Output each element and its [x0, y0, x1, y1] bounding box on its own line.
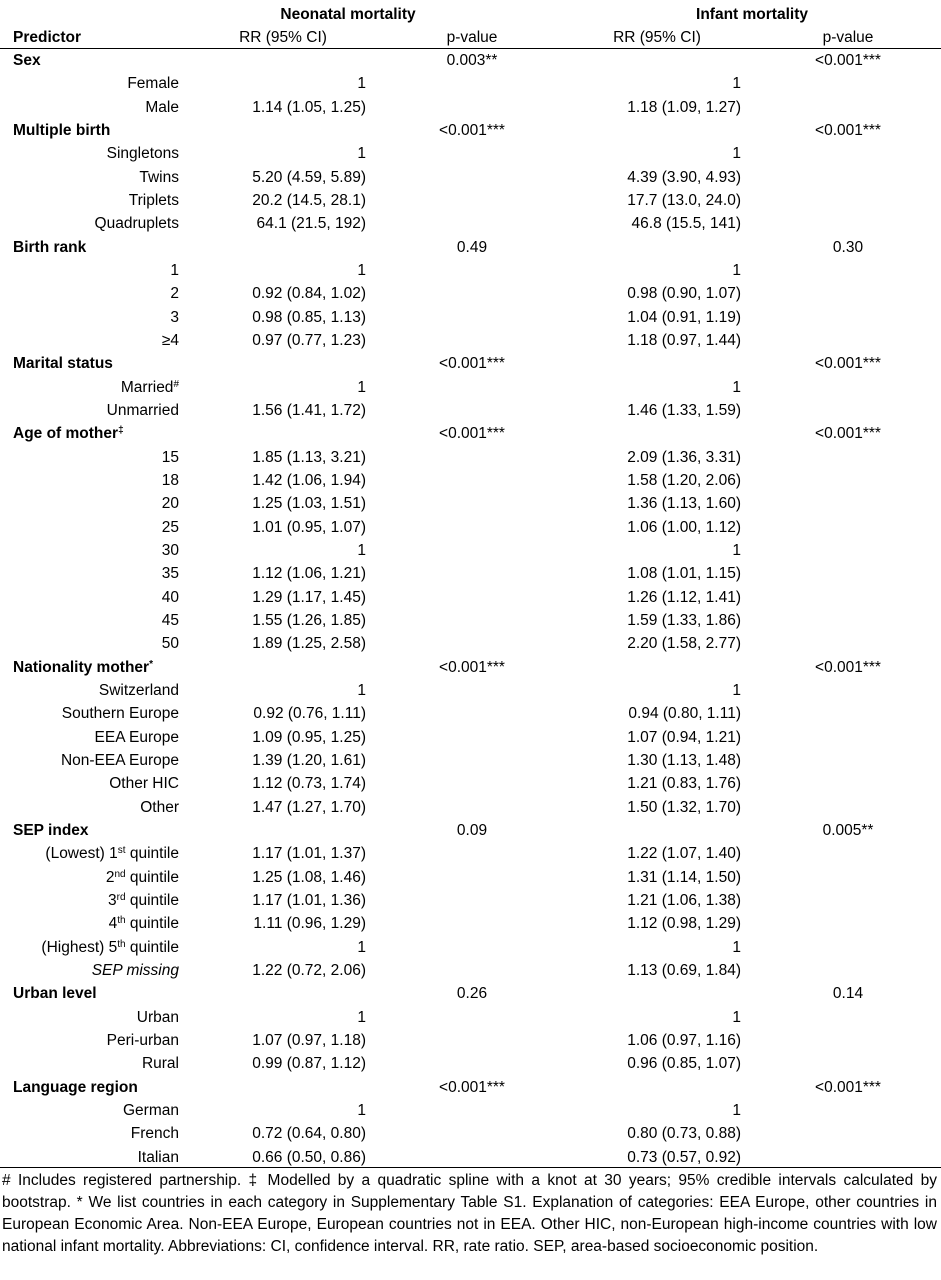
- predictor-header: Predictor: [13, 29, 82, 46]
- neonatal-rr: 1.25 (1.03, 1.51): [252, 495, 366, 513]
- neonatal-rr: 0.92 (0.76, 1.11): [253, 705, 366, 723]
- label-text: Triplets: [128, 191, 179, 209]
- table-row: [0, 632, 941, 655]
- table-row: [0, 842, 941, 865]
- label-text: Sex: [13, 52, 41, 69]
- level-label: [107, 142, 179, 165]
- neonatal-pvalue: <0.001***: [439, 355, 505, 373]
- level-label: [162, 562, 179, 585]
- table-row: [0, 936, 941, 959]
- label-text: 18: [161, 471, 179, 489]
- infant-mortality-header: Infant mortality: [696, 6, 808, 23]
- infant-rr: 4.39 (3.90, 4.93): [627, 168, 741, 186]
- label-text: Quadruplets: [94, 215, 179, 233]
- level-label: [162, 586, 179, 609]
- infant-rr: 1: [732, 681, 741, 699]
- infant-rr: 1: [732, 145, 741, 163]
- infant-rr: 1.46 (1.33, 1.59): [627, 401, 741, 419]
- label-suffix: quintile: [125, 845, 179, 863]
- infant-rr: 1.22 (1.07, 1.40): [627, 845, 741, 863]
- predictor-name: [13, 352, 113, 375]
- neonatal-rr: 1: [357, 145, 366, 163]
- predictor-group-row: [0, 982, 941, 1005]
- table-row: [0, 609, 941, 632]
- neonatal-rr: 1.01 (0.95, 1.07): [252, 518, 366, 536]
- level-label: [108, 889, 179, 912]
- label-suffix: quintile: [125, 868, 179, 886]
- table-row: [0, 516, 941, 539]
- infant-rr: 1: [732, 1101, 741, 1119]
- label-suffix: quintile: [125, 938, 179, 956]
- table-row: [0, 796, 941, 819]
- table-row: [0, 889, 941, 912]
- infant-rr: 1.07 (0.94, 1.21): [627, 728, 741, 746]
- table-row: [0, 912, 941, 935]
- label-superscript: ‡: [118, 425, 124, 437]
- level-label: [123, 1099, 179, 1122]
- label-text: 1: [170, 261, 179, 279]
- neonatal-rr: 1.17 (1.01, 1.36): [252, 891, 366, 909]
- neonatal-rr: 1: [357, 681, 366, 699]
- predictor-group-row: [0, 119, 941, 142]
- column-subheader: [0, 26, 941, 49]
- infant-pvalue: <0.001***: [815, 658, 881, 676]
- level-label: [138, 1146, 179, 1169]
- infant-rr: 1.21 (1.06, 1.38): [627, 891, 741, 909]
- level-label: [45, 842, 179, 865]
- predictor-name: [13, 119, 110, 142]
- label-text: Southern Europe: [61, 705, 179, 723]
- infant-rr: 0.98 (0.90, 1.07): [627, 285, 741, 303]
- label-text: Married: [120, 378, 174, 396]
- infant-rr: 1.59 (1.33, 1.86): [627, 611, 741, 629]
- neonatal-pvalue: 0.26: [456, 985, 488, 1003]
- neonatal-pvalue: <0.001***: [439, 425, 505, 443]
- table-row: [0, 492, 941, 515]
- neonatal-rr: 1: [357, 75, 366, 93]
- table-row: [0, 1052, 941, 1075]
- infant-rr: 1: [732, 938, 741, 956]
- infant-pvalue-header: p-value: [822, 29, 874, 46]
- table-row: [0, 72, 941, 95]
- infant-rr: 1.36 (1.13, 1.60): [627, 495, 741, 513]
- label-text: Marital status: [13, 355, 113, 373]
- infant-rr: 1.26 (1.12, 1.41): [627, 588, 741, 606]
- table-bottom-rule: [0, 1167, 941, 1168]
- label-text: Non-EEA Europe: [60, 751, 179, 769]
- label-text: Peri-urban: [106, 1031, 179, 1049]
- label-superscript: #: [173, 378, 179, 390]
- infant-rr: 2.09 (1.36, 3.31): [627, 448, 741, 466]
- level-label: [92, 959, 179, 982]
- level-label: [142, 1052, 179, 1075]
- infant-rr: 1.18 (0.97, 1.44): [627, 331, 741, 349]
- level-label: [145, 96, 179, 119]
- neonatal-rr: 1: [357, 541, 366, 559]
- infant-rr: 46.8 (15.5, 141): [631, 215, 741, 233]
- level-label: [107, 399, 179, 422]
- label-text: Unmarried: [106, 401, 179, 419]
- level-label: [139, 166, 179, 189]
- level-label: [140, 796, 179, 819]
- level-label: [162, 446, 179, 469]
- level-label: [170, 259, 179, 282]
- neonatal-rr: 0.92 (0.84, 1.02): [252, 285, 366, 303]
- table-row: [0, 959, 941, 982]
- table-row: [0, 142, 941, 165]
- table-row: [0, 259, 941, 282]
- level-label: [162, 329, 179, 352]
- predictor-group-row: [0, 236, 941, 259]
- label-superscript: th: [117, 938, 126, 950]
- level-label: [127, 72, 179, 95]
- neonatal-pvalue: 0.003**: [446, 52, 498, 69]
- label-text: 15: [161, 448, 179, 466]
- level-label: [131, 1122, 179, 1145]
- level-label: [121, 376, 179, 399]
- neonatal-rr: 1.25 (1.08, 1.46): [252, 868, 366, 886]
- predictor-group-row: [0, 656, 941, 679]
- neonatal-rr: 1.39 (1.20, 1.61): [252, 751, 366, 769]
- infant-rr: 1: [732, 378, 741, 396]
- neonatal-rr: 0.66 (0.50, 0.86): [252, 1148, 366, 1166]
- predictor-name: [13, 982, 97, 1005]
- infant-rr: 1.31 (1.14, 1.50): [627, 868, 741, 886]
- label-superscript: nd: [114, 868, 126, 880]
- label-text: Multiple birth: [13, 121, 111, 139]
- table-row: [0, 446, 941, 469]
- infant-rr: 1: [732, 261, 741, 279]
- table-row: [0, 166, 941, 189]
- neonatal-rr: 1.85 (1.13, 3.21): [252, 448, 366, 466]
- label-text: Switzerland: [98, 681, 179, 699]
- level-label: [109, 912, 179, 935]
- level-label: [99, 679, 179, 702]
- neonatal-pvalue: <0.001***: [439, 1078, 505, 1096]
- level-label: [162, 539, 179, 562]
- label-text: Male: [145, 98, 179, 116]
- table-row: [0, 282, 941, 305]
- neonatal-rr: 1.07 (0.97, 1.18): [252, 1031, 366, 1049]
- infant-pvalue: <0.001***: [815, 425, 881, 443]
- label-text: 45: [161, 611, 179, 629]
- infant-pvalue: 0.14: [832, 985, 864, 1003]
- label-text: Birth rank: [13, 238, 87, 256]
- neonatal-rr: 1: [357, 261, 366, 279]
- infant-rr: 0.94 (0.80, 1.11): [628, 705, 741, 723]
- neonatal-pvalue: 0.09: [456, 821, 488, 839]
- level-label: [61, 749, 179, 772]
- infant-rr: 1.13 (0.69, 1.84): [627, 961, 741, 979]
- neonatal-rr: 1: [357, 378, 366, 396]
- label-text: (Lowest) 1: [45, 845, 118, 863]
- level-label: [170, 306, 179, 329]
- infant-pvalue: <0.001***: [815, 52, 881, 69]
- label-superscript: th: [117, 915, 126, 927]
- label-text: 3: [170, 308, 179, 326]
- predictor-name: [13, 422, 124, 445]
- table-row: [0, 329, 941, 352]
- neonatal-rr: 0.98 (0.85, 1.13): [252, 308, 366, 326]
- neonatal-rr: 1.12 (0.73, 1.74): [252, 775, 366, 793]
- neonatal-rr: 20.2 (14.5, 28.1): [252, 191, 366, 209]
- label-text: Rural: [141, 1055, 179, 1073]
- neonatal-pvalue: <0.001***: [439, 121, 505, 139]
- level-label: [95, 212, 179, 235]
- predictor-group-row: [0, 1076, 941, 1099]
- predictor-group-row: [0, 422, 941, 445]
- infant-rr: 0.80 (0.73, 0.88): [627, 1125, 741, 1143]
- label-superscript: st: [117, 845, 126, 857]
- label-text: Other HIC: [109, 775, 179, 793]
- label-text: Italian: [137, 1148, 179, 1166]
- neonatal-rr: 1.55 (1.26, 1.85): [252, 611, 366, 629]
- label-text: Other: [140, 798, 179, 816]
- label-text: 35: [161, 565, 179, 583]
- infant-pvalue: 0.30: [832, 238, 864, 256]
- label-text: 40: [161, 588, 179, 606]
- infant-rr-header: RR (95% CI): [613, 29, 701, 46]
- level-label: [162, 632, 179, 655]
- neonatal-rr: 0.72 (0.64, 0.80): [252, 1125, 366, 1143]
- label-text: 50: [161, 635, 179, 653]
- infant-rr: 1.50 (1.32, 1.70): [627, 798, 741, 816]
- table-row: [0, 1122, 941, 1145]
- infant-rr: 1: [732, 1008, 741, 1026]
- level-label: [62, 702, 179, 725]
- table-row: [0, 189, 941, 212]
- neonatal-rr: 1.56 (1.41, 1.72): [252, 401, 366, 419]
- predictor-name: [13, 1076, 138, 1099]
- label-text: 30: [161, 541, 179, 559]
- level-label: [109, 772, 179, 795]
- table-row: [0, 1029, 941, 1052]
- table-row: [0, 469, 941, 492]
- neonatal-rr: 1: [357, 1008, 366, 1026]
- level-label: [162, 492, 179, 515]
- level-label: [107, 1029, 179, 1052]
- level-label: [129, 189, 179, 212]
- table-row: [0, 586, 941, 609]
- infant-rr: 1.04 (0.91, 1.19): [627, 308, 741, 326]
- infant-rr: 1.06 (0.97, 1.16): [627, 1031, 741, 1049]
- neonatal-rr: 1.89 (1.25, 2.58): [252, 635, 366, 653]
- neonatal-rr: 0.99 (0.87, 1.12): [252, 1055, 366, 1073]
- infant-rr: 1: [732, 75, 741, 93]
- neonatal-rr: 0.97 (0.77, 1.23): [252, 331, 366, 349]
- level-label: [162, 609, 179, 632]
- label-text: Urban: [136, 1008, 179, 1026]
- label-text: ≥4: [161, 331, 179, 349]
- label-text: Urban level: [13, 985, 97, 1003]
- infant-rr: 1.08 (1.01, 1.15): [627, 565, 741, 583]
- neonatal-rr: 1.42 (1.06, 1.94): [252, 471, 366, 489]
- table-row: [0, 562, 941, 585]
- level-label: [137, 1006, 179, 1029]
- table-row: [0, 866, 941, 889]
- label-superscript: *: [149, 658, 153, 670]
- table-row: [0, 539, 941, 562]
- label-text: Nationality mother: [13, 658, 150, 676]
- neonatal-rr: 1.14 (1.05, 1.25): [252, 98, 366, 116]
- table-row: [0, 1006, 941, 1029]
- table-row: [0, 702, 941, 725]
- table-row: [0, 306, 941, 329]
- column-group-header: [0, 3, 941, 26]
- neonatal-rr: 1: [357, 1101, 366, 1119]
- predictor-group-row: [0, 49, 941, 72]
- infant-rr: 0.96 (0.85, 1.07): [627, 1055, 741, 1073]
- label-text: 25: [161, 518, 179, 536]
- label-text: German: [123, 1101, 179, 1119]
- neonatal-pvalue: <0.001***: [439, 658, 505, 676]
- label-text: 4: [108, 915, 118, 933]
- neonatal-rr: 1.47 (1.27, 1.70): [252, 798, 366, 816]
- level-label: [95, 726, 179, 749]
- infant-rr: 1.30 (1.13, 1.48): [627, 751, 741, 769]
- level-label: [162, 516, 179, 539]
- label-text: Age of mother: [13, 425, 119, 443]
- neonatal-rr: 64.1 (21.5, 192): [256, 215, 366, 233]
- infant-pvalue: <0.001***: [815, 1078, 881, 1096]
- label-text: 2: [105, 868, 115, 886]
- label-text: (Highest) 5: [41, 938, 118, 956]
- infant-rr: 17.7 (13.0, 24.0): [627, 191, 741, 209]
- table-row: [0, 772, 941, 795]
- neonatal-rr: 5.20 (4.59, 5.89): [252, 168, 366, 186]
- infant-rr: 1.06 (1.00, 1.12): [627, 518, 741, 536]
- table-row: [0, 679, 941, 702]
- table-row: [0, 399, 941, 422]
- label-text: SEP index: [13, 821, 89, 839]
- infant-rr: 1.21 (0.83, 1.76): [627, 775, 741, 793]
- infant-rr: 1.58 (1.20, 2.06): [627, 471, 741, 489]
- label-text: EEA Europe: [94, 728, 179, 746]
- predictor-name: [13, 819, 89, 842]
- neonatal-rr: 1.29 (1.17, 1.45): [252, 588, 366, 606]
- level-label: [162, 469, 179, 492]
- level-label: [106, 866, 179, 889]
- neonatal-pvalue-header: p-value: [446, 29, 498, 46]
- neonatal-rr: 1.12 (1.06, 1.21): [252, 565, 366, 583]
- table-row: [0, 1099, 941, 1122]
- predictor-group-row: [0, 352, 941, 375]
- table-row: [0, 1146, 941, 1169]
- neonatal-rr: 1.22 (0.72, 2.06): [252, 961, 366, 979]
- level-label: [170, 282, 179, 305]
- table-footnote: # Includes registered partnership. ‡ Modelled by a quadratic spline with a knot at 30 years; 95% credible intervals calculated by bootstrap. * We list countries in each category in Supplementary Table S1. Explanation of categories: EEA Europe, other countries in European Economic Area. Non-EEA Europe, European countries not in EEA. Other HIC, non-European high-income countries with low national infant mortality. Abbreviations: CI, confidence interval. RR, rate ratio. SEP, area-based socioeconomic position.: [2, 1172, 937, 1255]
- predictor-group-row: [0, 819, 941, 842]
- infant-pvalue: 0.005**: [822, 821, 874, 839]
- infant-rr: 1.12 (0.98, 1.29): [627, 915, 741, 933]
- infant-pvalue: <0.001***: [815, 121, 881, 139]
- infant-rr: 1.18 (1.09, 1.27): [627, 98, 741, 116]
- neonatal-rr: 1: [357, 938, 366, 956]
- label-suffix: quintile: [125, 915, 179, 933]
- label-suffix: quintile: [125, 891, 179, 909]
- predictor-name: [13, 656, 153, 679]
- predictor-name: [13, 49, 41, 72]
- table-row: [0, 726, 941, 749]
- infant-rr: 2.20 (1.58, 2.77): [627, 635, 741, 653]
- label-text: 3: [108, 891, 117, 909]
- label-text: Language region: [13, 1078, 138, 1096]
- label-text: 2: [170, 285, 179, 303]
- label-text: Twins: [139, 168, 179, 186]
- label-text: SEP missing: [91, 961, 179, 979]
- level-label: [41, 936, 179, 959]
- label-text: Female: [127, 75, 179, 93]
- neonatal-rr: 1.09 (0.95, 1.25): [252, 728, 366, 746]
- neonatal-rr-header: RR (95% CI): [239, 29, 327, 46]
- infant-pvalue: <0.001***: [815, 355, 881, 373]
- label-text: French: [130, 1125, 179, 1143]
- table-row: [0, 212, 941, 235]
- label-text: Singletons: [106, 145, 179, 163]
- table-row: [0, 376, 941, 399]
- infant-rr: 0.73 (0.57, 0.92): [627, 1148, 741, 1166]
- label-superscript: rd: [116, 891, 126, 903]
- infant-rr: 1: [732, 541, 741, 559]
- table-row: [0, 96, 941, 119]
- neonatal-rr: 1.11 (0.96, 1.29): [253, 915, 366, 933]
- predictor-name: [13, 236, 86, 259]
- neonatal-pvalue: 0.49: [456, 238, 488, 256]
- neonatal-rr: 1.17 (1.01, 1.37): [252, 845, 366, 863]
- table-row: [0, 749, 941, 772]
- neonatal-mortality-header: Neonatal mortality: [280, 6, 416, 23]
- label-text: 20: [161, 495, 179, 513]
